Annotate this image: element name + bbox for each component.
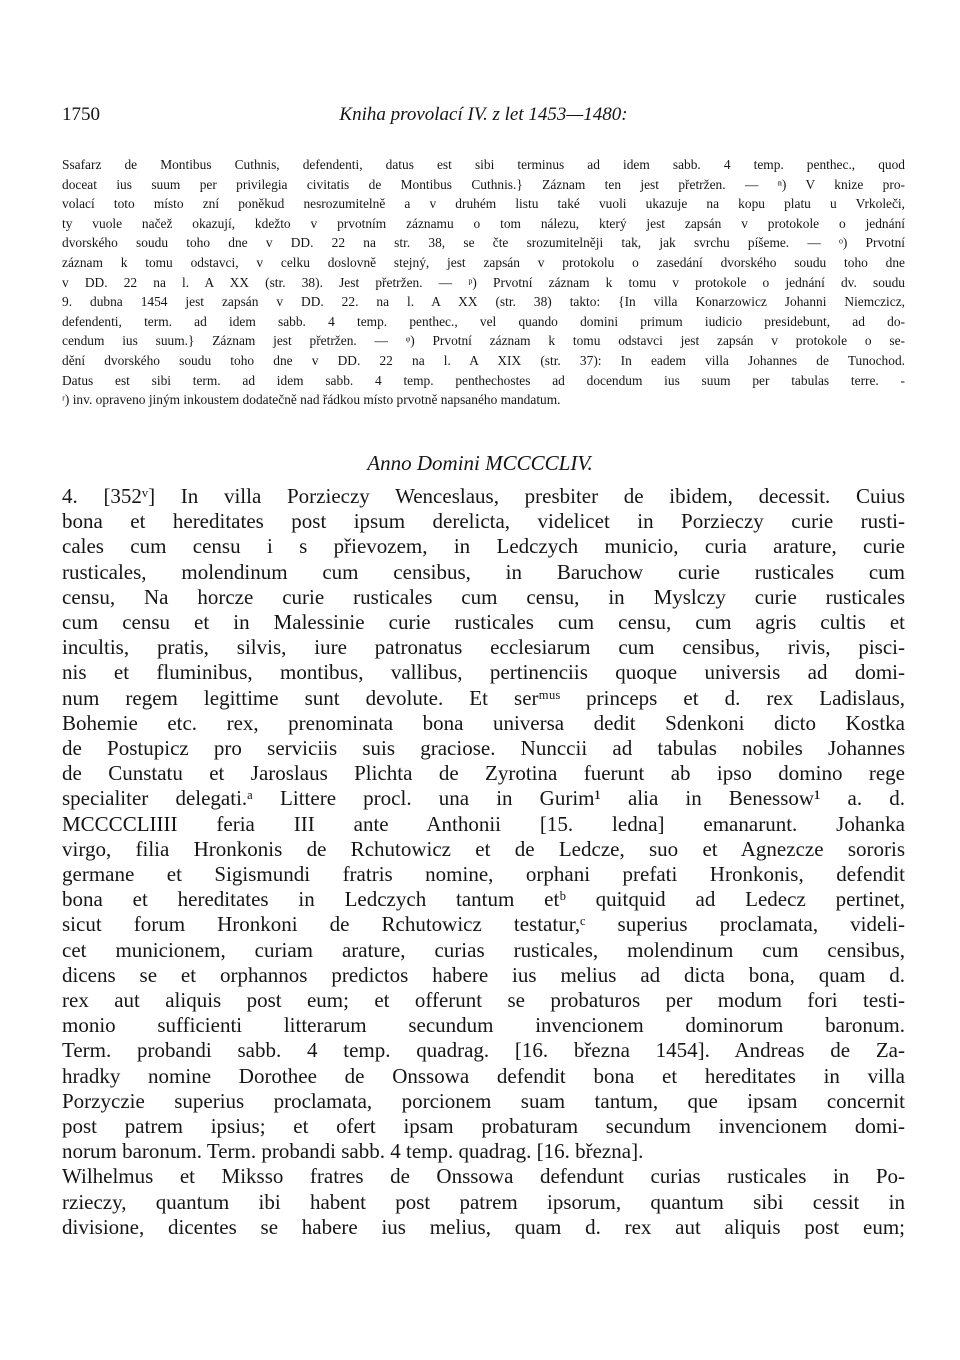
main-text (62, 484, 905, 1240)
text-line: rusticales, molendinum cum censibus, in Baruchow curie rusticales cum (62, 559, 905, 584)
text-line: nis et fluminibus, montibus, vallibus, pertinenciis quoque universis ad domi- (62, 660, 905, 685)
text-line: specialiter delegati.ᵃ Littere procl. una in Gurim¹ alia in Benessow¹ a. d. (62, 786, 905, 811)
page-header (62, 104, 905, 134)
text-line: incultis, pratis, silvis, iure patronatus ecclesiarum cum censibus, rivis, pisci- (62, 635, 905, 660)
footnote-line: záznam k tomu odstavci, v celku doslovně stejný, jest zapsán v protokolu o zasedání dvorského soudu toho dne (62, 254, 905, 270)
text-line: virgo, filia Hronkonis de Rchutowicz et de Ledcze, suo et Agnezcze sororis (62, 836, 905, 861)
text-line: de Cunstatu et Jaroslaus Plichta de Zyrotina fuerunt ab ipso domino rege (62, 761, 905, 786)
page-number: 1750 (62, 104, 100, 125)
text-line: dicens se et orphannos predictos habere ius melius ad dicta bona, quam d. (62, 962, 905, 987)
text-line: 4. [352ᵛ] In villa Porzieczy Wenceslaus, presbiter de ibidem, decessit. Cuius (62, 484, 905, 508)
text-line: Bohemie etc. rex, prenominata bona universa dedit Sdenkoni dicto Kostka (62, 710, 905, 735)
text-line: divisione, dicentes se habere ius melius, quam d. rex aut aliquis post eum; (62, 1214, 905, 1239)
section-heading: Anno Domini MCCCCLIV. (367, 451, 593, 475)
footnotes-block (62, 155, 905, 410)
text-line: Wilhelmus et Miksso fratres de Onssowa defendunt curias rusticales in Po- (62, 1164, 905, 1189)
text-line: MCCCCLIIII feria III ante Anthonii [15. ledna] emanarunt. Johanka (62, 811, 905, 836)
text-line: monio sufficienti litterarum secundum invencionem dominorum baronum. (62, 1013, 905, 1038)
text-line: cet municionem, curiam arature, curias rusticales, molendinum cum censibus, (62, 937, 905, 962)
text-line: Porzyczie superius proclamata, porcionem suam tantum, que ipsam concernit (62, 1088, 905, 1113)
footnote-line: 9. dubna 1454 jest zapsán v DD. 22. na l. A XX (str. 38) takto: {In villa Konarzowicz Johanni Niemczicz, (62, 294, 905, 310)
text-line: cales cum censu i s přievozem, in Ledczych municio, curia arature, curie (62, 534, 905, 559)
text-line: rzieczy, quantum ibi habent post patrem ipsorum, quantum sibi cessit in (62, 1189, 905, 1214)
text-line: bona et hereditates in Ledczych tantum etᵇ quitquid ad Ledecz pertinet, (62, 887, 905, 912)
footnote-line: ʳ) inv. opraveno jiným inkoustem dodatečně nad řádkou místo prvotně napsaného mandatum. (62, 392, 561, 408)
text-line: censu, Na horcze curie rusticales cum censu, in Myslczy curie rusticales (62, 584, 905, 609)
text-line: sicut forum Hronkoni de Rchutowicz testatur,ᶜ superius proclamata, videli- (62, 912, 905, 937)
running-title: Kniha provolací IV. z let 1453—1480: (339, 104, 628, 125)
footnote-line: cendum ius suum.} Záznam jest přetržen. — ᵠ) Prvotní záznam k tomu odstavci jest zapsán v protokole o se- (62, 333, 905, 349)
text-line: norum baronum. Term. probandi sabb. 4 temp. quadrag. [16. března]. (62, 1139, 644, 1164)
text-line: germane et Sigismundi fratris nomine, orphani prefati Hronkonis, defendit (62, 862, 905, 887)
footnote-line: ty vuole načež okazují, kdežto v prvotním záznamu o tom nálezu, který jest zapsán v protokole o jednání (62, 215, 905, 231)
footnote-line: doceat ius suum per privilegia civitatis de Montibus Cuthnis.} Záznam ten jest přetržen. — ⁿ) V knize pro- (62, 176, 905, 192)
text-line: post patrem ipsius; et ofert ipsam probaturam secundum invencionem domi- (62, 1114, 905, 1139)
text-line: bona et hereditates post ipsum derelicta, videlicet in Porzieczy curie rusti- (62, 509, 905, 534)
text-line: Term. probandi sabb. 4 temp. quadrag. [16. března 1454]. Andreas de Za- (62, 1038, 905, 1063)
text-line: num regem legittime sunt devolute. Et serᵐᵘˢ princeps et d. rex Ladislaus, (62, 685, 905, 710)
footnote-line: Ssafarz de Montibus Cuthnis, defendenti, datus est sibi terminus ad idem sabb. 4 temp. penthec., quod (62, 157, 905, 172)
footnote-line: v DD. 22 na l. A XX (str. 38). Jest přetržen. — ᵖ) Prvotní záznam k tomu v protokole o jednání dv. soudu (62, 274, 905, 290)
footnote-line: dvorského soudu toho dne v DD. 22 na str. 38, se čte srozumitelněji tak, jak svrchu píšeme. — ᵒ) Prvotní (62, 235, 905, 251)
footnote-line: dění dvorského soudu toho dne v DD. 22 na l. A XIX (str. 37): In eadem villa Johannes de Tunochod. (62, 352, 905, 368)
footnote-line: defendenti, term. ad idem sabb. 4 temp. penthec., vel quando domini primum iudicio presidebunt, ad do- (62, 313, 905, 329)
footnote-line: Datus est sibi term. ad idem sabb. 4 temp. penthechostes ad docendum ius suum per tabulas terre. - (62, 372, 905, 388)
text-line: hradky nomine Dorothee de Onssowa defendit bona et hereditates in villa (62, 1063, 905, 1088)
footnote-line: volací toto místo zní poněkud nesrozumitelně a v druhém listu také vuoli ukazuje na kopu platu u Vrkoleči, (62, 196, 905, 212)
text-line: cum censu et in Malessinie curie rusticales cum censu, cum agris cultis et (62, 610, 905, 635)
text-line: de Postupicz pro serviciis suis graciose. Nunccii ad tabulas nobiles Johannes (62, 736, 905, 761)
text-line: rex aut aliquis post eum; et offerunt se probaturos per modum fori testi- (62, 988, 905, 1013)
